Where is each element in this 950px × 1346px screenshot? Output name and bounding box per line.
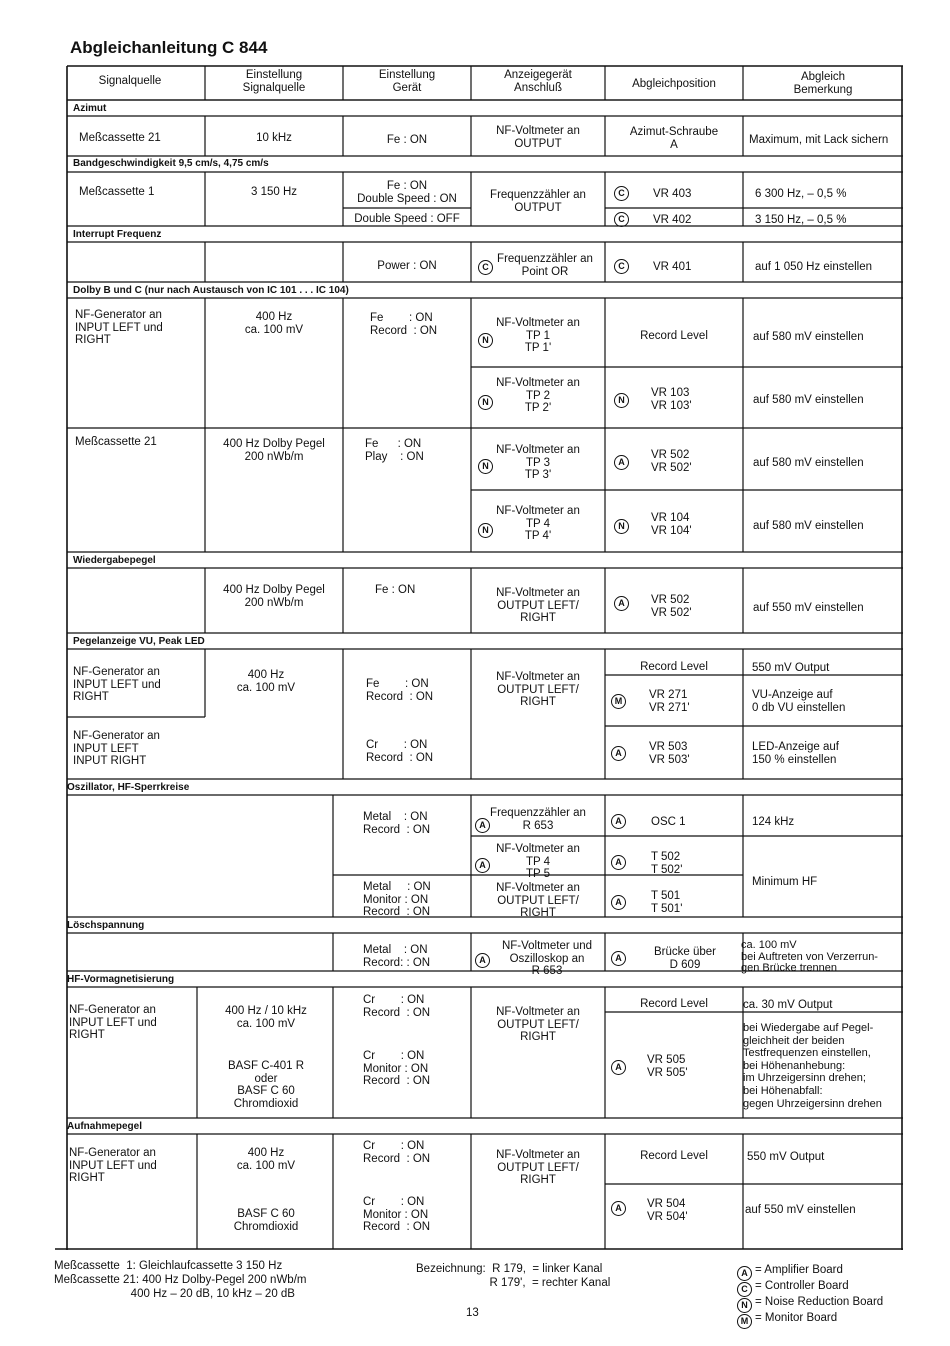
cell-wiedergabe-device: Fe : ON	[375, 584, 416, 596]
amplifier-board-icon: A	[611, 1201, 626, 1216]
cell-interrupt-meter: Frequenzzähler an Point OR	[497, 253, 593, 278]
cell-dolby-position-1: Record Level	[640, 330, 708, 342]
header-bemerkung: Abgleich Bemerkung	[793, 71, 853, 96]
noise-reduction-board-icon: N	[478, 395, 493, 410]
amplifier-board-icon: A	[475, 953, 490, 968]
cell-loesch-meter: NF-Voltmeter und Oszilloskop an R 653	[501, 940, 593, 977]
cell-dolby-meter-3: NF-Voltmeter an TP 3 TP 3'	[496, 444, 580, 481]
cell-aufnahme-device-1: Cr : ON Record : ON	[363, 1140, 431, 1165]
cell-osz-remark-2: Minimum HF	[752, 876, 818, 888]
amplifier-board-icon: A	[611, 951, 626, 966]
controller-board-icon: C	[614, 259, 629, 274]
cell-aufnahme-source: NF-Generator an INPUT LEFT und RIGHT	[69, 1147, 157, 1184]
cell-band-position-2: VR 402	[653, 214, 692, 226]
cell-band-remark-2: 3 150 Hz, – 0,5 %	[755, 214, 847, 226]
amplifier-board-icon: A	[614, 596, 629, 611]
cell-pegel-source-1: NF-Generator an INPUT LEFT und RIGHT	[73, 666, 161, 703]
cell-dolby-position-3: VR 502 VR 502'	[651, 449, 692, 474]
amplifier-board-icon: A	[611, 895, 626, 910]
page-number: 13	[466, 1307, 479, 1319]
cell-band-device-2: Double Speed : OFF	[354, 213, 460, 225]
legend-label: = Controller Board	[755, 1280, 849, 1292]
cell-dolby-meter-4: NF-Voltmeter an TP 4 TP 4'	[496, 505, 580, 542]
legend-item	[737, 1311, 837, 1329]
amplifier-board-icon: A	[737, 1266, 752, 1281]
cell-band-meter: Frequenzzähler an OUTPUT	[490, 189, 586, 214]
controller-board-icon: C	[478, 260, 493, 275]
cell-aufnahme-meter: NF-Voltmeter an OUTPUT LEFT/ RIGHT	[496, 1149, 580, 1186]
monitor-board-icon: M	[611, 694, 626, 709]
cell-band-device-1: Fe : ON Double Speed : ON	[357, 180, 457, 205]
legend-label: = Noise Reduction Board	[755, 1296, 884, 1308]
amplifier-board-icon: A	[614, 455, 629, 470]
header-einstellung-geraet: Einstellung Gerät	[378, 69, 436, 94]
cell-azimut-remark: Maximum, mit Lack sichern	[749, 134, 889, 146]
cell-dolby-setting-2: 400 Hz Dolby Pegel 200 nWb/m	[223, 438, 325, 463]
cell-dolby-meter-2: NF-Voltmeter an TP 2 TP 2'	[496, 377, 580, 414]
cell-osz-device-3: Metal : ON Monitor : ON Record : ON	[363, 881, 431, 918]
cell-wiedergabe-remark: auf 550 mV einstellen	[753, 602, 864, 614]
section-wiedergabepegel: Wiedergabepegel	[73, 555, 156, 566]
section-loeschspannung: Löschspannung	[67, 920, 145, 931]
cell-osz-position-1: OSC 1	[651, 816, 686, 828]
cell-aufnahme-remark-1: 550 mV Output	[747, 1151, 825, 1163]
cell-aufnahme-position-1: Record Level	[640, 1150, 708, 1162]
cell-dolby-source-1: NF-Generator an INPUT LEFT und RIGHT	[75, 309, 163, 346]
cell-osz-meter-2: NF-Voltmeter an TP 4 TP 5	[496, 843, 580, 880]
amplifier-board-icon: A	[611, 1060, 626, 1075]
cell-hf-position-2: VR 505 VR 505'	[647, 1054, 688, 1079]
noise-reduction-board-icon: N	[614, 519, 629, 534]
cell-hf-source: NF-Generator an INPUT LEFT und RIGHT	[69, 1004, 157, 1041]
cell-azimut-source: Meßcassette 21	[79, 132, 161, 144]
legend-item	[737, 1279, 849, 1297]
cell-band-source: Meßcassette 1	[79, 186, 155, 198]
cell-azimut-position: Azimut-Schraube A	[629, 126, 719, 151]
cell-pegel-remark-2: VU-Anzeige auf 0 db VU einstellen	[752, 689, 846, 714]
cell-dolby-position-2: VR 103 VR 103'	[651, 387, 692, 412]
cell-hf-remark-2: bei Wiedergabe auf Pegel- gleichheit der beiden Testfrequenzen einstellen, bei Höhenanhebung: im Uhrzeigersinn drehen; bei Höhenabfall: gegen Uhrzeigersinn drehen	[743, 1022, 882, 1110]
cell-azimut-device: Fe : ON	[386, 134, 428, 146]
cell-hf-position-1: Record Level	[640, 998, 708, 1010]
cell-dolby-position-4: VR 104 VR 104'	[651, 512, 692, 537]
cell-wiedergabe-position: VR 502 VR 502'	[651, 594, 692, 619]
footnote-messcassette-1: Meßcassette 1: Gleichlaufcassette 3 150 Hz	[54, 1260, 283, 1272]
cell-aufnahme-device-2: Cr : ON Monitor : ON Record : ON	[363, 1196, 431, 1233]
cell-pegel-meter: NF-Voltmeter an OUTPUT LEFT/ RIGHT	[496, 671, 580, 708]
controller-board-icon: C	[737, 1282, 752, 1297]
cell-interrupt-remark: auf 1 050 Hz einstellen	[755, 261, 872, 273]
cell-band-position-1: VR 403	[653, 188, 692, 200]
cell-hf-setting-2: BASF C-401 R oder BASF C 60 Chromdioxid	[227, 1060, 305, 1110]
section-azimut: Azimut	[73, 103, 107, 114]
cell-loesch-position: Brücke über D 609	[653, 946, 716, 971]
legend-label: = Monitor Board	[755, 1312, 838, 1324]
cell-osz-device-1: Metal : ON Record : ON	[363, 811, 431, 836]
cell-aufnahme-remark-2: auf 550 mV einstellen	[745, 1204, 856, 1216]
noise-reduction-board-icon: N	[737, 1298, 752, 1313]
section-pegelanzeige: Pegelanzeige VU, Peak LED	[73, 636, 205, 647]
section-interrupt: Interrupt Frequenz	[73, 229, 162, 240]
cell-dolby-remark-2: auf 580 mV einstellen	[753, 394, 864, 406]
cell-dolby-source-2: Meßcassette 21	[75, 436, 157, 448]
cell-aufnahme-setting-1: 400 Hz ca. 100 mV	[236, 1147, 296, 1172]
cell-pegel-remark-1: 550 mV Output	[752, 662, 830, 674]
noise-reduction-board-icon: N	[478, 459, 493, 474]
cell-aufnahme-position-2: VR 504 VR 504'	[647, 1198, 688, 1223]
legend-label: = Amplifier Board	[755, 1264, 843, 1276]
controller-board-icon: C	[614, 212, 629, 227]
cell-azimut-meter: NF-Voltmeter an OUTPUT	[496, 125, 580, 150]
footnote-bezeichnung: Bezeichnung: R 179, = linker Kanal R 179', = rechter Kanal	[416, 1263, 611, 1289]
cell-loesch-remark: ca. 100 mV bei Auftreten von Verzerrun- gen Brücke trennen	[741, 939, 878, 974]
cell-interrupt-device: Power : ON	[377, 260, 437, 272]
amplifier-board-icon: A	[475, 858, 490, 873]
header-anzeigegeraet: Anzeigegerät Anschluß	[504, 69, 572, 94]
footnote-messcassette-21: Meßcassette 21: 400 Hz Dolby-Pegel 200 nWb/m 400 Hz – 20 dB, 10 kHz – 20 dB	[54, 1274, 307, 1300]
cell-pegel-source-2: NF-Generator an INPUT LEFT INPUT RIGHT	[73, 730, 160, 767]
cell-pegel-device-2: Cr : ON Record : ON	[366, 739, 434, 764]
cell-wiedergabe-meter: NF-Voltmeter an OUTPUT LEFT/ RIGHT	[496, 587, 580, 624]
section-aufnahmepegel: Aufnahmepegel	[67, 1121, 143, 1132]
cell-interrupt-position: VR 401	[653, 261, 692, 273]
cell-osz-meter-3: NF-Voltmeter an OUTPUT LEFT/ RIGHT	[496, 882, 580, 919]
cell-osz-position-3: T 501 T 501'	[651, 890, 683, 915]
legend-item	[737, 1295, 883, 1313]
cell-pegel-remark-3: LED-Anzeige auf 150 % einstellen	[752, 741, 839, 766]
amplifier-board-icon: A	[611, 855, 626, 870]
cell-osz-remark-1: 124 kHz	[752, 816, 795, 828]
section-hf-vormagnetisierung: HF-Vormagnetisierung	[67, 974, 175, 985]
cell-hf-setting-1: 400 Hz / 10 kHz ca. 100 mV	[225, 1005, 307, 1030]
document-title: Abgleichanleitung C 844	[70, 38, 268, 57]
noise-reduction-board-icon: N	[614, 393, 629, 408]
cell-hf-device-2: Cr : ON Monitor : ON Record : ON	[363, 1050, 431, 1087]
amplifier-board-icon: A	[475, 818, 490, 833]
cell-wiedergabe-setting: 400 Hz Dolby Pegel 200 nWb/m	[223, 584, 325, 609]
cell-hf-remark-1: ca. 30 mV Output	[743, 999, 833, 1011]
monitor-board-icon: M	[737, 1314, 752, 1329]
cell-azimut-setting: 10 kHz	[256, 132, 292, 144]
cell-dolby-setting-1: 400 Hz ca. 100 mV	[244, 311, 304, 336]
adjustment-table	[55, 64, 903, 1250]
cell-hf-device-1: Cr : ON Record : ON	[363, 994, 431, 1019]
cell-dolby-remark-3: auf 580 mV einstellen	[753, 457, 864, 469]
cell-pegel-position-1: Record Level	[640, 661, 708, 673]
cell-loesch-device: Metal : ON Record: : ON	[363, 944, 431, 969]
section-oszillator: Oszillator, HF-Sperrkreise	[67, 782, 190, 793]
noise-reduction-board-icon: N	[478, 523, 493, 538]
cell-band-remark-1: 6 300 Hz, – 0,5 %	[755, 188, 847, 200]
cell-dolby-device-1: Fe : ON Record : ON	[370, 312, 438, 337]
section-dolby: Dolby B und C (nur nach Austausch von IC 101 . . . IC 104)	[73, 285, 349, 296]
cell-pegel-position-3: VR 503 VR 503'	[649, 741, 690, 766]
cell-band-setting: 3 150 Hz	[250, 186, 298, 198]
header-abgleichposition: Abgleichposition	[632, 78, 716, 90]
amplifier-board-icon: A	[611, 814, 626, 829]
cell-dolby-remark-4: auf 580 mV einstellen	[753, 520, 864, 532]
cell-hf-meter: NF-Voltmeter an OUTPUT LEFT/ RIGHT	[496, 1006, 580, 1043]
cell-dolby-meter-1: NF-Voltmeter an TP 1 TP 1'	[496, 317, 580, 354]
legend-item	[737, 1263, 843, 1281]
cell-pegel-setting-1: 400 Hz ca. 100 mV	[236, 669, 296, 694]
cell-pegel-device-1: Fe : ON Record : ON	[366, 678, 434, 703]
section-bandgeschwindigkeit: Bandgeschwindigkeit 9,5 cm/s, 4,75 cm/s	[73, 158, 269, 169]
cell-osz-position-2: T 502 T 502'	[651, 851, 683, 876]
cell-aufnahme-setting-2: BASF C 60 Chromdioxid	[233, 1208, 299, 1233]
header-signalquelle: Signalquelle	[98, 75, 162, 87]
controller-board-icon: C	[614, 186, 629, 201]
cell-dolby-remark-1: auf 580 mV einstellen	[753, 331, 864, 343]
noise-reduction-board-icon: N	[478, 333, 493, 348]
cell-pegel-position-2: VR 271 VR 271'	[649, 689, 690, 714]
header-einstellung-signalquelle: Einstellung Signalquelle	[242, 69, 306, 94]
amplifier-board-icon: A	[611, 746, 626, 761]
cell-dolby-device-2: Fe : ON Play : ON	[365, 438, 424, 463]
cell-osz-meter-1: Frequenzzähler an R 653	[490, 807, 586, 832]
